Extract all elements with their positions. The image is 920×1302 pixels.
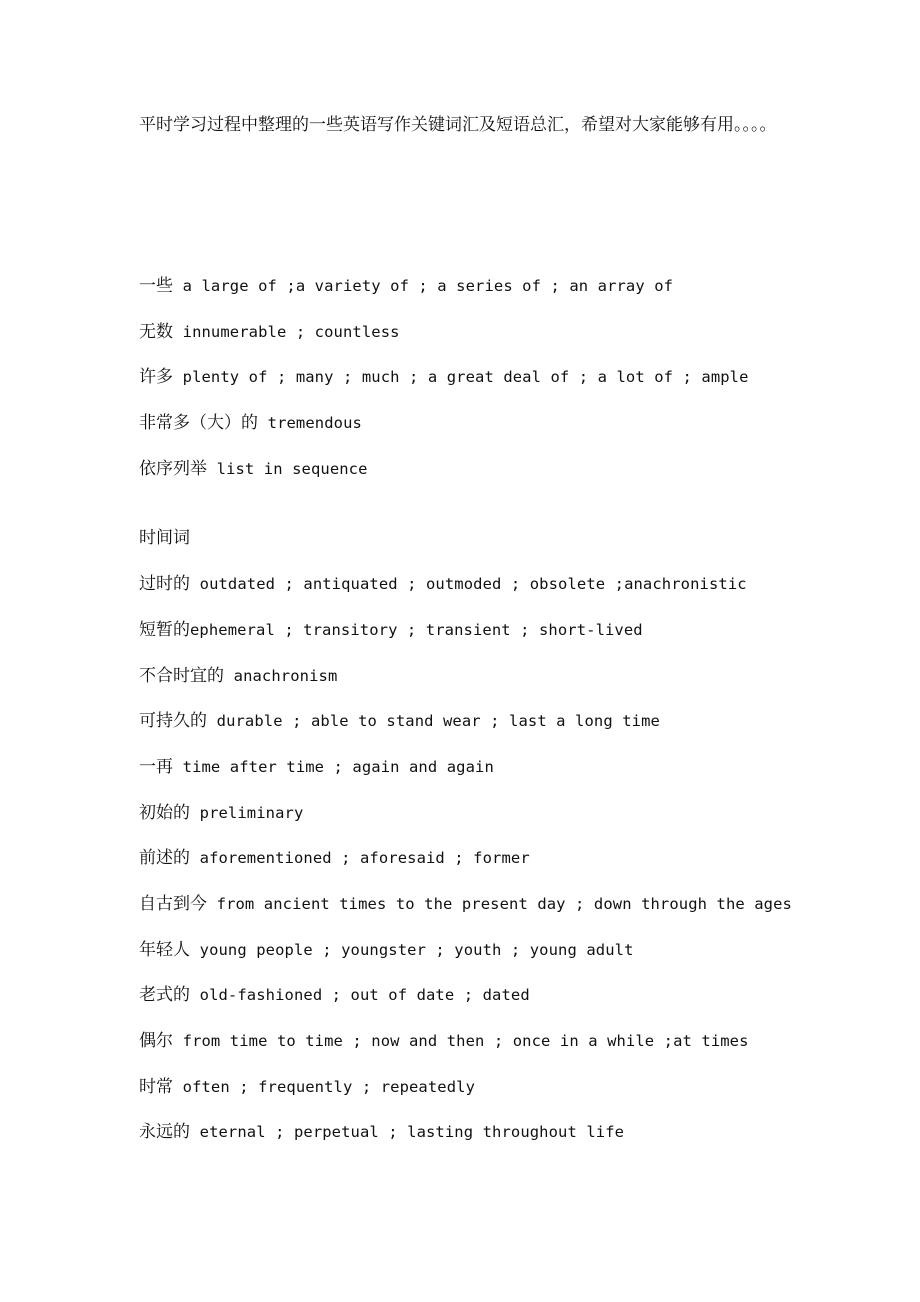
entry-english: young people ; youngster ; youth ; young adult — [199, 940, 634, 959]
list-item — [139, 937, 879, 983]
entry-chinese: 老式的 — [139, 985, 190, 1006]
entry-english: innumerable ; countless — [182, 322, 400, 341]
list-item — [139, 708, 879, 754]
section-heading: 时间词 — [139, 528, 190, 549]
list-item — [139, 410, 879, 456]
entry-english: durable ; able to stand wear ; last a long time — [216, 712, 660, 731]
entry-chinese: 短暂的 — [139, 619, 190, 640]
entry-english: time after time ; again and again — [182, 757, 494, 776]
entry-english: from ancient times to the present day ; down through the ages — [216, 894, 792, 913]
list-item — [139, 617, 879, 663]
entry-chinese: 一再 — [139, 756, 173, 777]
entry-chinese: 自古到今 — [139, 893, 207, 914]
entry-english: list in sequence — [216, 459, 368, 478]
intro-paragraph: 平时学习过程中整理的一些英语写作关键词汇及短语总汇，希望对大家能够有用。。。。 — [139, 115, 777, 135]
list-item — [139, 663, 879, 709]
entry-chinese: 偶尔 — [139, 1031, 173, 1051]
vocabulary-list — [139, 273, 879, 1165]
entry-english: anachronism — [233, 666, 338, 685]
entry-chinese: 一些 — [139, 276, 173, 296]
entry-english: preliminary — [199, 803, 304, 822]
entry-chinese: 可持久的 — [139, 711, 207, 732]
list-item — [139, 319, 879, 365]
entry-english: tremendous — [267, 414, 362, 433]
list-item — [139, 364, 879, 410]
list-item — [139, 891, 879, 937]
entry-chinese: 无数 — [139, 321, 173, 342]
section-spacer — [139, 501, 879, 525]
list-item — [139, 800, 879, 846]
entry-chinese: 永远的 — [139, 1122, 190, 1143]
entry-english: a large of ;a variety of ; a series of ; an array of — [182, 277, 674, 295]
entry-english: ephemeral ; transitory ; transient ; short-lived — [190, 620, 643, 639]
entry-chinese: 不合时宜的 — [139, 665, 224, 686]
list-item — [139, 982, 879, 1028]
entry-english: plenty of ; many ; much ; a great deal of ; a lot of ; ample — [182, 368, 749, 387]
list-item — [139, 845, 879, 891]
list-item — [139, 571, 879, 617]
entry-english: outdated ; antiquated ; outmoded ; obsolete ;anachronistic — [199, 575, 747, 594]
entry-english: old-fashioned ; out of date ; dated — [199, 986, 530, 1005]
entry-chinese: 初始的 — [139, 802, 190, 823]
entry-chinese: 依序列举 — [139, 458, 207, 479]
list-item — [139, 1074, 879, 1120]
entry-chinese: 年轻人 — [139, 939, 190, 960]
entry-chinese: 许多 — [139, 367, 173, 388]
list-item — [139, 754, 879, 800]
entry-chinese: 前述的 — [139, 848, 190, 869]
entry-chinese: 过时的 — [139, 574, 190, 595]
list-item — [139, 273, 879, 319]
entry-english: eternal ; perpetual ; lasting throughout life — [199, 1123, 625, 1142]
entry-english: often ; frequently ; repeatedly — [182, 1077, 476, 1096]
list-item — [139, 456, 879, 502]
entry-english: aforementioned ; aforesaid ; former — [199, 849, 530, 868]
entry-english: from time to time ; now and then ; once in a while ;at times — [182, 1032, 749, 1050]
list-item — [139, 1028, 879, 1074]
entry-chinese: 非常多（大）的 — [139, 413, 258, 434]
list-item — [139, 1119, 879, 1165]
entry-chinese: 时常 — [139, 1076, 173, 1097]
